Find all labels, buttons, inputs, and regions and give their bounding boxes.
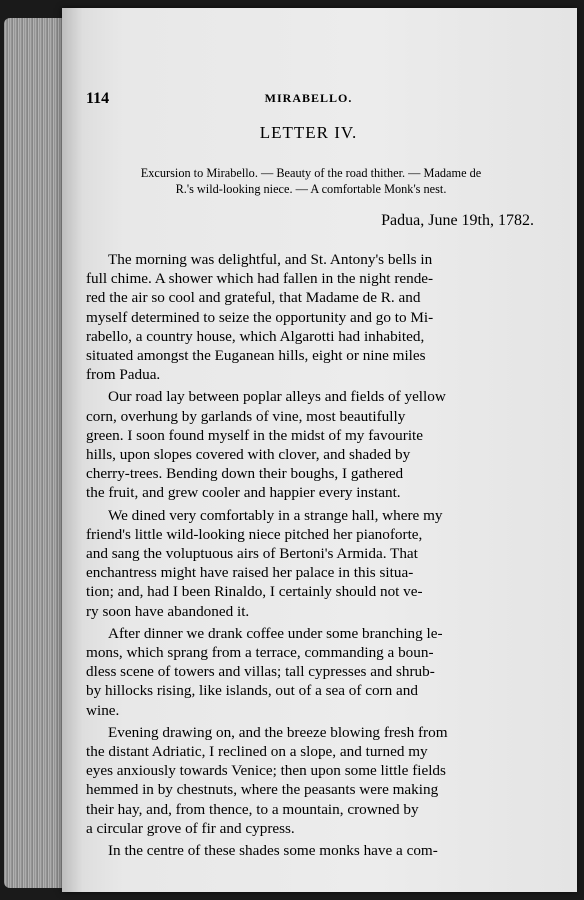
paragraph-line: rabello, a country house, which Algarotti had inhabited, [86, 327, 425, 345]
paragraph-line: hemmed in by chestnuts, where the peasants were making [86, 781, 439, 799]
chapter-summary [86, 165, 536, 197]
body-text [86, 250, 542, 863]
paragraph-first-line: Our road lay between poplar alleys and fields of yellow [108, 388, 446, 406]
paragraph-line: dless scene of towers and villas; tall cypresses and shrub- [86, 663, 435, 681]
paragraph-line: eyes anxiously towards Venice; then upon some little fields [86, 762, 446, 780]
running-title: MIRABELLO. [264, 91, 353, 105]
letter-title: LETTER IV. [259, 123, 358, 142]
paragraph-line: full chime. A shower which had fallen in the night rende- [86, 270, 434, 288]
paragraph-line: and sang the voluptuous airs of Bertoni's Armida. That [86, 545, 418, 563]
paragraph-line: friend's little wild-looking niece pitched her pianoforte, [86, 525, 423, 543]
paragraph-line: the distant Adriatic, I reclined on a slope, and turned my [86, 743, 428, 761]
paragraph-line: hills, upon slopes covered with clover, and shaded by [86, 446, 411, 464]
dateline: Padua, June 19th, 1782. [381, 212, 534, 229]
paragraph-line: by hillocks rising, like islands, out of a sea of corn and [86, 682, 418, 700]
paragraph-line: a circular grove of fir and cypress. [86, 819, 295, 837]
paragraph-line: situated amongst the Euganean hills, eight or nine miles [86, 347, 426, 365]
paragraph-line: green. I soon found myself in the midst of my favourite [86, 426, 424, 444]
paragraph-line: enchantress might have raised her palace in this situa- [86, 564, 414, 582]
paragraph-line: their hay, and, from thence, to a mountain, crowned by [86, 800, 419, 818]
paragraph-line: mons, which sprang from a terrace, commanding a boun- [86, 644, 434, 662]
summary-line: Excursion to Mirabello. — Beauty of the road thither. — Madame de [140, 166, 482, 180]
paragraph-line: corn, overhung by garlands of vine, most beautifully [86, 407, 406, 425]
paragraph-line: myself determined to seize the opportunity and go to Mi- [86, 308, 434, 326]
paragraph-line: tion; and, had I been Rinaldo, I certainly should not ve- [86, 583, 423, 601]
page-number: 114 [86, 90, 110, 107]
paragraph-line: wine. [86, 701, 120, 719]
running-head [86, 90, 531, 110]
paragraph-line: cherry-trees. Bending down their boughs, I gathered [86, 465, 404, 483]
summary-line: R.'s wild-looking niece. — A comfortable Monk's nest. [175, 182, 447, 196]
paragraph-first-line: The morning was delightful, and St. Antony's bells in [108, 251, 433, 268]
paragraph-line: red the air so cool and grateful, that Madame de R. and [86, 289, 421, 307]
paragraph-first-line: We dined very comfortably in a strange hall, where my [108, 506, 443, 524]
paragraph-line: from Padua. [86, 366, 161, 384]
paragraph-first-line: In the centre of these shades some monks have a com- [108, 842, 438, 860]
paragraph-line: ry soon have abandoned it. [86, 602, 250, 620]
paragraph-gap [86, 860, 542, 863]
paragraph-first-line: After dinner we drank coffee under some branching le- [108, 624, 443, 642]
paragraph-first-line: Evening drawing on, and the breeze blowing fresh from [108, 723, 448, 741]
paragraph-line: the fruit, and grew cooler and happier every instant. [86, 484, 401, 502]
